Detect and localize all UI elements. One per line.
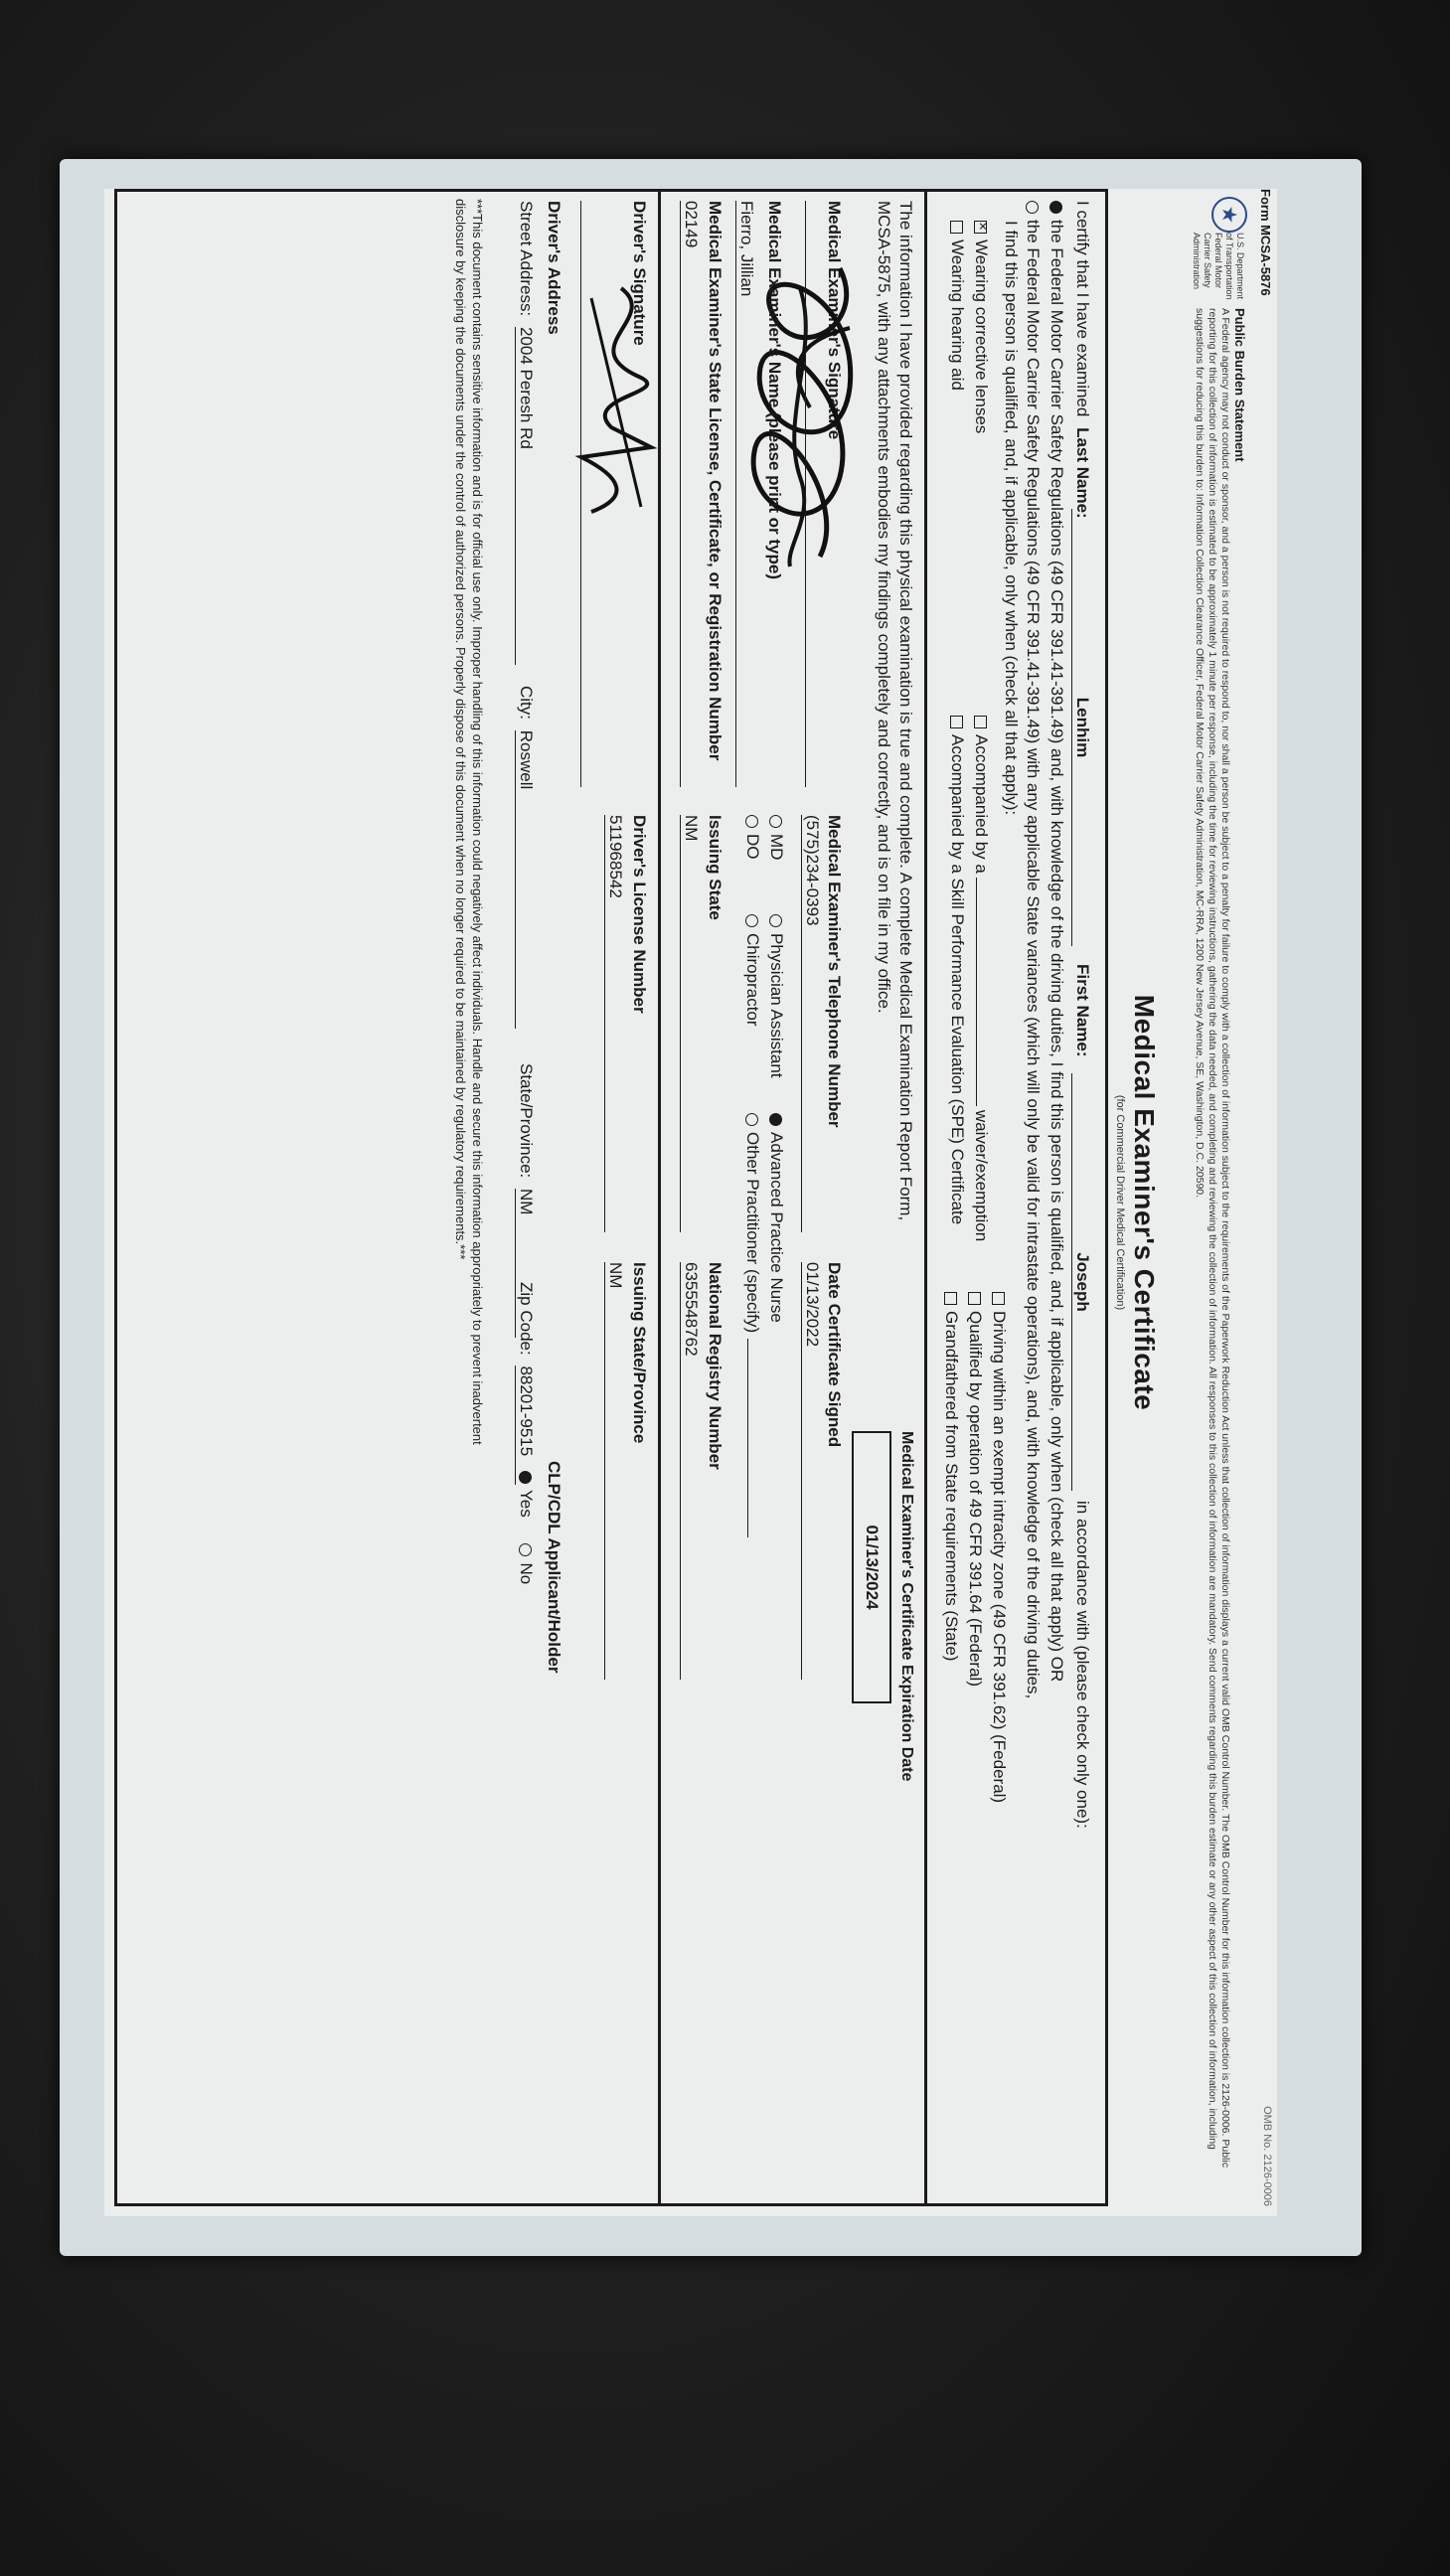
driver-address-label: Driver's Address [545, 201, 564, 335]
check-corrective-lenses: ✕Wearing corrective lenses [971, 221, 991, 433]
state-province-value: NM [515, 1189, 536, 1338]
clp-yes-label: Yes [517, 1490, 536, 1518]
pa-radio[interactable] [769, 914, 782, 927]
type-md: MD [766, 815, 786, 860]
type-pa: Physician Assistant [766, 914, 786, 1078]
examiner-signature-line [805, 201, 806, 787]
date-signed-label: Date Certificate Signed [825, 1262, 844, 1448]
last-name-field [1071, 509, 1092, 946]
agency-name: U.S. Department of Transportation Federal Motor Carrier Safety Administration [1192, 233, 1245, 300]
city-row [515, 686, 536, 1029]
certify-line [1072, 201, 1092, 519]
street-value: 2004 Peresh Rd [515, 327, 536, 665]
license-label: Medical Examiner's State License, Certificate, or Registration Number [706, 201, 725, 761]
federal-radio[interactable] [1049, 201, 1062, 214]
dl-state-label: Issuing State/Province [630, 1262, 649, 1444]
omb-number: OMB No. 2126-0006 [1261, 2106, 1273, 2206]
date-signed-value: 01/13/2022 [803, 1262, 822, 1348]
type-other: Other Practitioner (specify) [742, 1113, 762, 1537]
dl-state-field [604, 1262, 625, 1680]
exam-statement: The information I have provided regarding this physical examination is true and complete. A complete Medical Examination Report Form, [896, 201, 915, 1221]
option-federal: the Federal Motor Carrier Safety Regulations (49 CFR 391.41-391.49) and, with knowledge of the driving duties, I find this person is qualified, and, if applicable, only when (check all that apply) OR [1047, 201, 1066, 1682]
corrective-lenses-checkbox[interactable] [974, 221, 987, 234]
first-name-value: Joseph [1073, 1252, 1092, 1312]
examiner-signature-label: Medical Examiner's Signature [825, 201, 844, 440]
date-signed-field [801, 1262, 822, 1680]
issuing-state-label: Issuing State [706, 815, 725, 920]
street-label: Street Address: [517, 201, 536, 317]
waiver-checkbox[interactable] [974, 716, 987, 728]
confidentiality-footer [452, 199, 486, 2186]
page-title: Medical Examiner's Certificate [1129, 994, 1160, 1411]
other-practitioner-radio[interactable] [745, 1113, 758, 1126]
option-state-variance: the Federal Motor Carrier Safety Regulations (49 CFR 391.41-391.49) with any applicable State variances (which will only be valid for intrastate operations), and, with knowledge of the driving duties, [1023, 201, 1043, 1698]
qualified-391-64-checkbox[interactable] [968, 1292, 981, 1305]
zip-value: 88201-9515 [515, 1366, 536, 1485]
examiner-name-value: Fierro, Jillian [737, 201, 756, 297]
certify-suffix: in accordance with (please check only one): [1073, 1501, 1092, 1829]
registry-value: 6355548762 [682, 1262, 701, 1357]
phone-label: Medical Examiner's Telephone Number [825, 815, 844, 1128]
chiropractor-radio[interactable] [745, 914, 758, 927]
check-grandfathered: Grandfathered from State requirements (State) [941, 1292, 961, 1661]
check-391-64: Qualified by operation of 49 CFR 391.64 (Federal) [965, 1292, 985, 1687]
footer-line-1: ***This document contains sensitive information and is for official use only. Improper handling of this information could negatively affect individuals. Handle and secure this information appropriately to prevent inadvertent [470, 199, 485, 1445]
md-radio[interactable] [769, 815, 782, 828]
driver-signature-label: Driver's Signature [630, 201, 649, 346]
expiration-label: Medical Examiner's Certificate Expiration Date [898, 1431, 915, 1782]
certify-prefix: I certify that I have examined [1073, 201, 1092, 417]
intracity-checkbox[interactable] [992, 1292, 1005, 1305]
dl-number-label: Driver's License Number [630, 815, 649, 1014]
zip-label: Zip Code: [517, 1282, 536, 1356]
burden-title: Public Burden Statement [1232, 308, 1247, 462]
license-value: 02149 [682, 201, 701, 248]
issuing-state-field [680, 815, 701, 1232]
clp-label: CLP/CDL Applicant/Holder [545, 1461, 564, 1674]
spe-checkbox[interactable] [950, 716, 963, 728]
street-row [515, 201, 536, 665]
phone-field [801, 815, 822, 1232]
examiner-name-label: Medical Examiner's Name (please print or type) [765, 201, 784, 580]
apn-radio[interactable] [769, 1113, 782, 1126]
medical-examiner-certificate [104, 189, 1277, 2216]
expiration-box [852, 1431, 891, 1703]
registry-label: National Registry Number [706, 1262, 725, 1470]
registry-field [680, 1262, 701, 1680]
first-name-label: First Name: [1073, 964, 1092, 1057]
page-subtitle: (for Commercial Driver Medical Certification) [1114, 1094, 1126, 1311]
clp-no-label: No [517, 1562, 536, 1585]
footer-line-2: disclosure by keeping the documents under the control of authorized persons. Properly dispose of this document when no longer required to be maintained by regulatory requirements.*** [453, 199, 468, 1260]
burden-statement [1168, 189, 1253, 2206]
check-intracity: Driving within an exempt intracity zone (49 CFR 391.62) (Federal) [989, 1292, 1009, 1803]
last-name-value: Lenhim [1073, 697, 1092, 758]
check-waiver: Accompanied by awaiver/exemption [971, 716, 991, 1241]
license-field [680, 201, 701, 787]
zip-row [515, 1282, 536, 1485]
city-label: City: [517, 686, 536, 720]
dot-seal-icon: ★ [1211, 197, 1247, 233]
section-divider [924, 189, 927, 2206]
option-state-variance-cont: I find this person is qualified, and, if applicable, only when (check all that apply): [1002, 221, 1021, 816]
type-do: DO [742, 815, 762, 860]
state-variance-radio[interactable] [1026, 201, 1039, 214]
first-name-field [1071, 1073, 1092, 1491]
check-hearing-aid: Wearing hearing aid [947, 221, 967, 391]
dl-number-value: 511968542 [606, 815, 625, 898]
type-chiro: Chiropractor [742, 914, 762, 1027]
clp-options [516, 1471, 536, 1584]
form-number: Form MCSA-5876 [1258, 189, 1273, 296]
city-value: Roswell [515, 730, 536, 1029]
examiner-name-field [735, 201, 756, 787]
grandfathered-checkbox[interactable] [944, 1292, 957, 1305]
clp-yes-radio[interactable] [519, 1471, 532, 1484]
hearing-aid-checkbox[interactable] [950, 221, 963, 234]
phone-value: (575)234-0393 [803, 815, 822, 926]
dl-number-field [604, 815, 625, 1232]
clp-no-radio[interactable] [519, 1543, 532, 1556]
driver-signature-line [580, 201, 581, 787]
do-radio[interactable] [745, 815, 758, 828]
type-apn: Advanced Practice Nurse [766, 1113, 786, 1323]
exam-statement-2: MCSA-5875, with any attachments embodies my findings completely and correctly, and is on file in my office. [875, 201, 893, 1014]
last-name-label: Last Name: [1073, 427, 1092, 519]
dl-state-value: NM [606, 1262, 625, 1289]
state-province-label: State/Province: [517, 1063, 536, 1179]
expiration-date: 01/13/2024 [863, 1525, 882, 1610]
driver-signature-scribble [552, 278, 681, 517]
burden-text: A Federal agency may not conduct or sponsor, and a person is not required to respond to, nor shall a person be subject to a penalty for failure to comply with a collection of information subject to the requirements of the Paperwork Reduction Act unless that collection of information displays a current valid OMB Control Number. The OMB Control Number for this information collection is 2126-0006. Public reporting for this collection of information is estimated to be approximately 1 minute per response, including the time for reviewing instructions, gathering the data needed, and completing and reviewing the collection of information. All responses to this collection of information are mandatory. Send comments regarding this burden estimate or any other aspect of this collection of information, including suggestions for reducing this burden to: Information Collection Clearance Officer, Federal Motor Carrier Safety Administration, MC-RRA, 1200 New Jersey Avenue, SE, Washington, D.C. 20590. [1194, 308, 1231, 2168]
check-spe: Accompanied by a Skill Performance Evaluation (SPE) Certificate [947, 716, 967, 1224]
issuing-state-value: NM [682, 815, 701, 842]
